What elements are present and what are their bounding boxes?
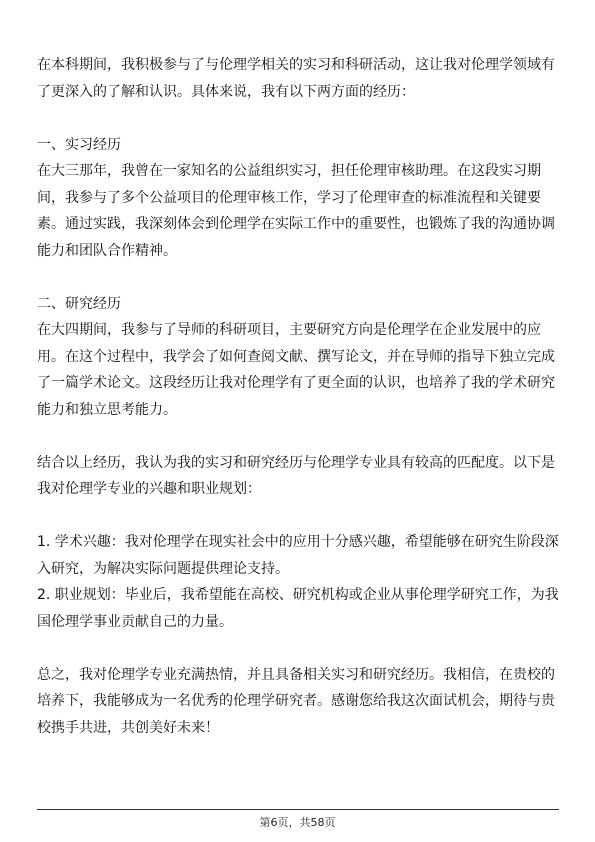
paragraph-text: 二、研究经历 在大四期间，我参与了导师的科研项目，主要研究方向是伦理学在企业发展中的应用。在这个过程中，我学会了如何查阅文献、撰写论文，并在导师的指导下独立完成了一篇学术论文。这段经历让我对伦理学有了更全面的认识，也培养了我的学术研究能力和独立思考能力。 <box>37 295 555 418</box>
section-internship <box>37 132 559 265</box>
plan-list <box>37 529 559 635</box>
paragraph-gap <box>37 503 559 530</box>
summary-paragraph <box>37 450 559 503</box>
paragraph-gap <box>37 423 559 450</box>
paragraph-text: 在本科期间，我积极参与了与伦理学相关的实习和科研活动，这让我对伦理学领域有了更深入的了解和认识。具体来说，我有以下两方面的经历： <box>37 57 555 100</box>
paragraph-text: 一、实习经历 在大三那年，我曾在一家知名的公益组织实习，担任伦理审核助理。在这段实习期间，我参与了多个公益项目的伦理审核工作，学习了伦理审查的标准流程和关键要素。通过实践，我深刻体会到伦理学在实际工作中的重要性，也锻炼了我的沟通协调能力和团队合作精神。 <box>37 136 555 259</box>
intro-paragraph <box>37 52 559 105</box>
paragraph-text: 总之，我对伦理学专业充满热情，并且具备相关实习和研究经历。我相信，在贵校的培养下，我能够成为一名优秀的伦理学研究者。感谢您给我这次面试机会，期待与贵校携手共进，共创美好未来！ <box>37 666 555 736</box>
conclusion-paragraph <box>37 662 559 742</box>
page-number: 第6页，共58页 <box>259 816 336 829</box>
paragraph-gap <box>37 635 559 662</box>
footer-divider <box>37 809 559 810</box>
paragraph-text: 结合以上经历，我认为我的实习和研究经历与伦理学专业具有较高的匹配度。以下是我对伦理学专业的兴趣和职业规划： <box>37 454 555 497</box>
section-research <box>37 291 559 424</box>
paragraph-text: 1. 学术兴趣：我对伦理学在现实社会中的应用十分感兴趣，希望能够在研究生阶段深入研究，为解决实际问题提供理论支持。 2. 职业规划：毕业后，我希望能在高校、研究机构或企业从事伦理学研究工作，为我国伦理学事业贡献自己的力量。 <box>37 534 559 630</box>
paragraph-gap <box>37 105 559 132</box>
paragraph-gap <box>37 264 559 291</box>
document-body <box>37 52 559 741</box>
